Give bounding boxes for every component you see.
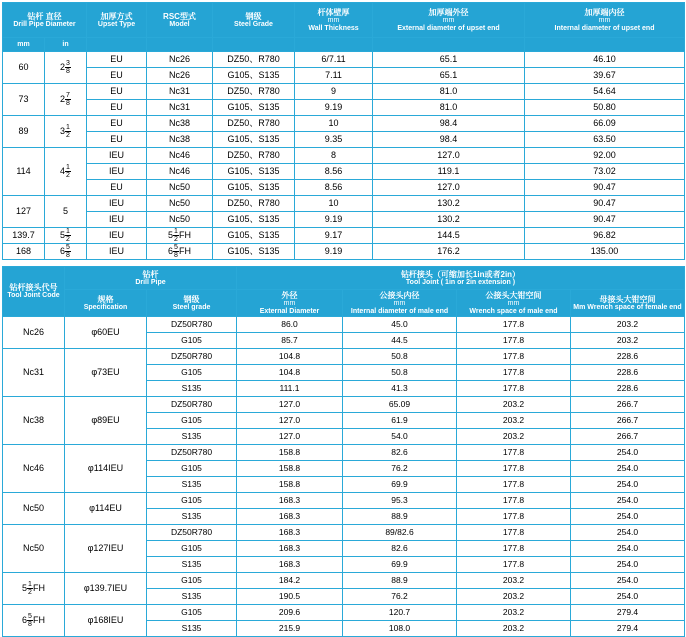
cell-wall-thickness: 9.19 — [295, 100, 373, 116]
th-external-diameter: 外径 mm External Diameter — [237, 290, 343, 317]
table-row — [3, 84, 685, 100]
table-row — [3, 493, 685, 509]
th-internal-diameter-upset — [525, 3, 685, 38]
table-row — [3, 349, 685, 365]
cell-diameter-in: 5 $\frac{1}{2}$ — [45, 228, 87, 244]
table2-sub-header-row — [3, 290, 685, 317]
table-row — [3, 100, 685, 116]
cell-male-wrench-space: 203.2 — [457, 605, 571, 621]
cell-specification: φ89EU — [65, 397, 147, 445]
cell-steel-grade: DZ50R780 — [147, 445, 237, 461]
table-row — [3, 132, 685, 148]
cell-male-internal-diameter: 61.9 — [343, 413, 457, 429]
cell-diameter-in: 6 $\frac{5}{8}$ — [45, 244, 87, 260]
cell-female-wrench-space: 254.0 — [571, 557, 685, 573]
cell-rsc-model: Nc38 — [147, 132, 213, 148]
cell-rsc-model: Nc31 — [147, 84, 213, 100]
cell-steel-grade: DZ50、R780 — [213, 52, 295, 68]
cell-external-diameter: 190.5 — [237, 589, 343, 605]
th-spacer-4 — [295, 38, 373, 52]
cell-upset-type: EU — [87, 68, 147, 84]
cell-external-diameter: 158.8 — [237, 477, 343, 493]
cell-male-internal-diameter: 45.0 — [343, 317, 457, 333]
cell-female-wrench-space: 279.4 — [571, 605, 685, 621]
th-unit: mm — [598, 16, 611, 24]
cell-external-diameter: 104.8 — [237, 349, 343, 365]
cell-wall-thickness: 9.19 — [295, 244, 373, 260]
cell-female-wrench-space: 254.0 — [571, 509, 685, 525]
cell-male-internal-diameter: 120.7 — [343, 605, 457, 621]
cell-external-diameter: 168.3 — [237, 493, 343, 509]
cell-tool-joint-code: Nc26 — [3, 317, 65, 349]
cell-internal-diameter: 73.02 — [525, 164, 685, 180]
th-tool-joint-group: 钻杆接头（可缩加长1in或者2in） Tool Joint ( 1in or 2in extension ) — [237, 267, 685, 290]
cell-steel-grade: G105 — [147, 541, 237, 557]
cell-specification: φ114EU — [65, 493, 147, 525]
th-spacer-3 — [213, 38, 295, 52]
cell-male-internal-diameter: 69.9 — [343, 557, 457, 573]
cell-wall-thickness: 10 — [295, 116, 373, 132]
th-specification: 规格 Specification — [65, 290, 147, 317]
cell-female-wrench-space: 254.0 — [571, 589, 685, 605]
cell-diameter-in: 4 $\frac{1}{2}$ — [45, 148, 87, 196]
th-en: Drill Pipe Diameter — [13, 20, 76, 28]
cell-rsc-model: Nc26 — [147, 68, 213, 84]
cell-male-internal-diameter: 76.2 — [343, 461, 457, 477]
cell-diameter-in: 2 $\frac{7}{8}$ — [45, 84, 87, 116]
cell-diameter-in: 2 $\frac{3}{8}$ — [45, 52, 87, 84]
cell-upset-type: EU — [87, 116, 147, 132]
cell-female-wrench-space: 228.6 — [571, 381, 685, 397]
table-row — [3, 116, 685, 132]
cell-internal-diameter: 135.00 — [525, 244, 685, 260]
cell-specification: φ139.7IEU — [65, 573, 147, 605]
cell-female-wrench-space: 266.7 — [571, 413, 685, 429]
cell-rsc-model: Nc50 — [147, 180, 213, 196]
cell-rsc-model: Nc26 — [147, 52, 213, 68]
cell-external-diameter: 98.4 — [373, 116, 525, 132]
th-drill-pipe-diameter — [3, 3, 87, 38]
cell-upset-type: EU — [87, 180, 147, 196]
cell-internal-diameter: 96.82 — [525, 228, 685, 244]
cell-wall-thickness: 8 — [295, 148, 373, 164]
cell-diameter-mm: 168 — [3, 244, 45, 260]
cell-female-wrench-space: 254.0 — [571, 445, 685, 461]
cell-wall-thickness: 9.19 — [295, 212, 373, 228]
cell-specification: φ60EU — [65, 317, 147, 349]
th-diameter-mm: mm — [3, 38, 45, 52]
cell-steel-grade: G105 — [147, 573, 237, 589]
cell-upset-type: IEU — [87, 148, 147, 164]
cell-internal-diameter: 90.47 — [525, 196, 685, 212]
cell-steel-grade: DZ50、R780 — [213, 148, 295, 164]
cell-female-wrench-space: 266.7 — [571, 397, 685, 413]
th-rsc-model — [147, 3, 213, 38]
cell-external-diameter: 65.1 — [373, 52, 525, 68]
cell-internal-diameter: 63.50 — [525, 132, 685, 148]
cell-male-internal-diameter: 89/82.6 — [343, 525, 457, 541]
cell-female-wrench-space: 254.0 — [571, 525, 685, 541]
th-en: Model — [169, 20, 190, 28]
cell-steel-grade: S135 — [147, 557, 237, 573]
th-en: Wall Thickness — [308, 24, 359, 32]
cell-male-internal-diameter: 82.6 — [343, 541, 457, 557]
cell-upset-type: IEU — [87, 244, 147, 260]
th-tool-joint-code: 钻杆接头代号 Tool Joint Code — [3, 267, 65, 317]
cell-external-diameter: 127.0 — [237, 429, 343, 445]
th-drill-pipe-group: 钻杆 Drill Pipe — [65, 267, 237, 290]
cell-male-wrench-space: 203.2 — [457, 589, 571, 605]
cell-rsc-model: 6 $\frac{5}{8}$ FH — [147, 244, 213, 260]
table-row — [3, 228, 685, 244]
th-spacer-6 — [525, 38, 685, 52]
th-external-diameter-upset — [373, 3, 525, 38]
th-diameter-in: in — [45, 38, 87, 52]
cell-male-wrench-space: 203.2 — [457, 621, 571, 637]
table-row — [3, 196, 685, 212]
th-en: External diameter of upset end — [397, 24, 500, 32]
cell-rsc-model: Nc50 — [147, 196, 213, 212]
cell-male-wrench-space: 203.2 — [457, 397, 571, 413]
cell-male-wrench-space: 177.8 — [457, 541, 571, 557]
cell-diameter-mm: 127 — [3, 196, 45, 228]
cell-rsc-model: 5 $\frac{1}{2}$ FH — [147, 228, 213, 244]
cell-male-internal-diameter: 65.09 — [343, 397, 457, 413]
cell-male-wrench-space: 177.8 — [457, 317, 571, 333]
cell-tool-joint-code: Nc50 — [3, 525, 65, 573]
th-cn: 钻杆 直径 — [27, 11, 62, 21]
cell-female-wrench-space: 228.6 — [571, 365, 685, 381]
cell-diameter-mm: 73 — [3, 84, 45, 116]
table1-header-row — [3, 3, 685, 38]
cell-steel-grade: G105、S135 — [213, 228, 295, 244]
cell-steel-grade: G105、S135 — [213, 244, 295, 260]
th-en: Upset Type — [97, 20, 136, 28]
cell-external-diameter: 209.6 — [237, 605, 343, 621]
cell-external-diameter: 158.8 — [237, 445, 343, 461]
cell-steel-grade: G105、S135 — [213, 164, 295, 180]
cell-wall-thickness: 8.56 — [295, 164, 373, 180]
cell-specification: φ168IEU — [65, 605, 147, 637]
cell-internal-diameter: 50.80 — [525, 100, 685, 116]
cell-male-wrench-space: 177.8 — [457, 461, 571, 477]
cell-external-diameter: 127.0 — [237, 397, 343, 413]
cell-external-diameter: 168.3 — [237, 509, 343, 525]
cell-steel-grade: G105 — [147, 461, 237, 477]
cell-external-diameter: 86.0 — [237, 317, 343, 333]
cell-rsc-model: Nc46 — [147, 164, 213, 180]
table-row — [3, 164, 685, 180]
cell-male-wrench-space: 177.8 — [457, 493, 571, 509]
cell-internal-diameter: 46.10 — [525, 52, 685, 68]
cell-male-wrench-space: 177.8 — [457, 445, 571, 461]
cell-male-wrench-space: 177.8 — [457, 525, 571, 541]
datasheet-page — [0, 2, 686, 634]
cell-external-diameter: 168.3 — [237, 557, 343, 573]
cell-rsc-model: Nc46 — [147, 148, 213, 164]
th-steel-grade — [213, 3, 295, 38]
cell-internal-diameter: 92.00 — [525, 148, 685, 164]
cell-steel-grade: DZ50R780 — [147, 317, 237, 333]
cell-male-wrench-space: 177.8 — [457, 333, 571, 349]
cell-male-internal-diameter: 95.3 — [343, 493, 457, 509]
cell-steel-grade: G105 — [147, 605, 237, 621]
cell-external-diameter: 85.7 — [237, 333, 343, 349]
cell-steel-grade: G105、S135 — [213, 180, 295, 196]
cell-male-internal-diameter: 50.8 — [343, 365, 457, 381]
table-row — [3, 212, 685, 228]
cell-internal-diameter: 90.47 — [525, 212, 685, 228]
cell-upset-type: EU — [87, 132, 147, 148]
cell-upset-type: IEU — [87, 196, 147, 212]
cell-external-diameter: 119.1 — [373, 164, 525, 180]
cell-external-diameter: 98.4 — [373, 132, 525, 148]
cell-wall-thickness: 9.35 — [295, 132, 373, 148]
cell-specification: φ127IEU — [65, 525, 147, 573]
cell-steel-grade: S135 — [147, 381, 237, 397]
cell-specification: φ114IEU — [65, 445, 147, 493]
cell-steel-grade: G105 — [147, 333, 237, 349]
th-cn: 加厚方式 — [100, 11, 133, 21]
table-row — [3, 525, 685, 541]
cell-steel-grade: G105、S135 — [213, 100, 295, 116]
cell-steel-grade: DZ50R780 — [147, 525, 237, 541]
th-female-wrench-space: 母接头大钳空间 Mm Wrench space of female end — [571, 290, 685, 317]
cell-upset-type: IEU — [87, 212, 147, 228]
th-cn: 钢级 — [245, 11, 262, 21]
cell-diameter-in: 3 $\frac{1}{2}$ — [45, 116, 87, 148]
cell-steel-grade: S135 — [147, 589, 237, 605]
th-unit: mm — [442, 16, 455, 24]
cell-tool-joint-code: Nc38 — [3, 397, 65, 445]
th-en: Steel Grade — [234, 20, 273, 28]
cell-rsc-model: Nc38 — [147, 116, 213, 132]
cell-tool-joint-code: 6 $\frac{5}{8}$ FH — [3, 605, 65, 637]
th-spacer-5 — [373, 38, 525, 52]
tool-joint-specs-table — [2, 266, 685, 637]
cell-internal-diameter: 66.09 — [525, 116, 685, 132]
cell-rsc-model: Nc31 — [147, 100, 213, 116]
cell-male-internal-diameter: 69.9 — [343, 477, 457, 493]
cell-wall-thickness: 6/7.11 — [295, 52, 373, 68]
cell-tool-joint-code: Nc50 — [3, 493, 65, 525]
table-row — [3, 244, 685, 260]
cell-internal-diameter: 90.47 — [525, 180, 685, 196]
cell-wall-thickness: 8.56 — [295, 180, 373, 196]
th-cn: 加厚端内径 — [584, 7, 625, 17]
cell-external-diameter: 144.5 — [373, 228, 525, 244]
drill-pipe-specs-table — [2, 2, 685, 260]
cell-upset-type: IEU — [87, 228, 147, 244]
cell-female-wrench-space: 203.2 — [571, 317, 685, 333]
th-cn: RSC型式 — [163, 11, 196, 21]
table-row — [3, 397, 685, 413]
cell-rsc-model: Nc50 — [147, 212, 213, 228]
cell-male-wrench-space: 177.8 — [457, 477, 571, 493]
cell-male-wrench-space: 177.8 — [457, 365, 571, 381]
cell-female-wrench-space: 254.0 — [571, 573, 685, 589]
cell-male-internal-diameter: 50.8 — [343, 349, 457, 365]
cell-diameter-mm: 60 — [3, 52, 45, 84]
cell-female-wrench-space: 228.6 — [571, 349, 685, 365]
table-row — [3, 148, 685, 164]
table-row — [3, 445, 685, 461]
cell-upset-type: EU — [87, 100, 147, 116]
cell-external-diameter: 158.8 — [237, 461, 343, 477]
cell-steel-grade: DZ50、R780 — [213, 84, 295, 100]
cell-external-diameter: 130.2 — [373, 196, 525, 212]
cell-steel-grade: DZ50、R780 — [213, 196, 295, 212]
table-row — [3, 605, 685, 621]
cell-steel-grade: DZ50、R780 — [213, 116, 295, 132]
cell-male-internal-diameter: 88.9 — [343, 509, 457, 525]
cell-external-diameter: 130.2 — [373, 212, 525, 228]
table-row — [3, 180, 685, 196]
th-male-internal-diameter: 公接头内径 mm Internal diameter of male end — [343, 290, 457, 317]
cell-steel-grade: S135 — [147, 621, 237, 637]
cell-external-diameter: 127.0 — [237, 413, 343, 429]
table-row — [3, 317, 685, 333]
th-steel-grade-2: 钢级 Steel grade — [147, 290, 237, 317]
th-spacer-1 — [87, 38, 147, 52]
cell-external-diameter: 184.2 — [237, 573, 343, 589]
cell-male-wrench-space: 177.8 — [457, 349, 571, 365]
cell-external-diameter: 176.2 — [373, 244, 525, 260]
cell-external-diameter: 81.0 — [373, 84, 525, 100]
cell-steel-grade: DZ50R780 — [147, 397, 237, 413]
cell-upset-type: EU — [87, 52, 147, 68]
cell-male-wrench-space: 203.2 — [457, 413, 571, 429]
cell-male-internal-diameter: 54.0 — [343, 429, 457, 445]
cell-external-diameter: 81.0 — [373, 100, 525, 116]
th-wall-thickness — [295, 3, 373, 38]
table-row — [3, 573, 685, 589]
cell-steel-grade: G105 — [147, 413, 237, 429]
cell-female-wrench-space: 254.0 — [571, 461, 685, 477]
th-en: Internal diameter of upset end — [554, 24, 655, 32]
cell-external-diameter: 127.0 — [373, 148, 525, 164]
cell-male-wrench-space: 177.8 — [457, 557, 571, 573]
cell-male-wrench-space: 203.2 — [457, 429, 571, 445]
cell-male-internal-diameter: 82.6 — [343, 445, 457, 461]
table1-subheader-row — [3, 38, 685, 52]
cell-upset-type: EU — [87, 84, 147, 100]
cell-female-wrench-space: 266.7 — [571, 429, 685, 445]
cell-wall-thickness: 10 — [295, 196, 373, 212]
cell-diameter-mm: 89 — [3, 116, 45, 148]
th-male-wrench-space: 公接头大钳空间 mm Wrench space of male end — [457, 290, 571, 317]
cell-internal-diameter: 39.67 — [525, 68, 685, 84]
cell-steel-grade: S135 — [147, 429, 237, 445]
cell-tool-joint-code: Nc31 — [3, 349, 65, 397]
cell-external-diameter: 215.9 — [237, 621, 343, 637]
cell-tool-joint-code: Nc46 — [3, 445, 65, 493]
th-cn: 杆体壁厚 — [317, 7, 350, 17]
cell-external-diameter: 127.0 — [373, 180, 525, 196]
cell-steel-grade: G105、S135 — [213, 212, 295, 228]
cell-external-diameter: 104.8 — [237, 365, 343, 381]
cell-female-wrench-space: 279.4 — [571, 621, 685, 637]
cell-female-wrench-space: 203.2 — [571, 333, 685, 349]
cell-steel-grade: G105 — [147, 365, 237, 381]
cell-external-diameter: 168.3 — [237, 525, 343, 541]
cell-steel-grade: DZ50R780 — [147, 349, 237, 365]
cell-specification: φ73EU — [65, 349, 147, 397]
th-unit: mm — [327, 16, 340, 24]
cell-steel-grade: G105、S135 — [213, 68, 295, 84]
table-row — [3, 68, 685, 84]
cell-diameter-mm: 114 — [3, 148, 45, 196]
cell-male-internal-diameter: 41.3 — [343, 381, 457, 397]
cell-diameter-mm: 139.7 — [3, 228, 45, 244]
cell-upset-type: IEU — [87, 164, 147, 180]
cell-wall-thickness: 7.11 — [295, 68, 373, 84]
cell-steel-grade: G105、S135 — [213, 132, 295, 148]
th-spacer-2 — [147, 38, 213, 52]
cell-male-internal-diameter: 44.5 — [343, 333, 457, 349]
cell-male-internal-diameter: 76.2 — [343, 589, 457, 605]
cell-steel-grade: G105 — [147, 493, 237, 509]
cell-male-wrench-space: 203.2 — [457, 573, 571, 589]
cell-internal-diameter: 54.64 — [525, 84, 685, 100]
cell-male-wrench-space: 177.8 — [457, 509, 571, 525]
th-cn: 加厚端外径 — [428, 7, 469, 17]
table2-group-header-row — [3, 267, 685, 290]
cell-external-diameter: 65.1 — [373, 68, 525, 84]
cell-diameter-in: 5 — [45, 196, 87, 228]
cell-female-wrench-space: 254.0 — [571, 541, 685, 557]
cell-wall-thickness: 9 — [295, 84, 373, 100]
table-row — [3, 52, 685, 68]
cell-male-internal-diameter: 108.0 — [343, 621, 457, 637]
cell-female-wrench-space: 254.0 — [571, 477, 685, 493]
cell-steel-grade: S135 — [147, 477, 237, 493]
th-upset-type — [87, 3, 147, 38]
cell-female-wrench-space: 254.0 — [571, 493, 685, 509]
cell-male-wrench-space: 177.8 — [457, 381, 571, 397]
cell-external-diameter: 111.1 — [237, 381, 343, 397]
cell-external-diameter: 168.3 — [237, 541, 343, 557]
cell-wall-thickness: 9.17 — [295, 228, 373, 244]
cell-steel-grade: S135 — [147, 509, 237, 525]
cell-tool-joint-code: 5 $\frac{1}{2}$ FH — [3, 573, 65, 605]
cell-male-internal-diameter: 88.9 — [343, 573, 457, 589]
